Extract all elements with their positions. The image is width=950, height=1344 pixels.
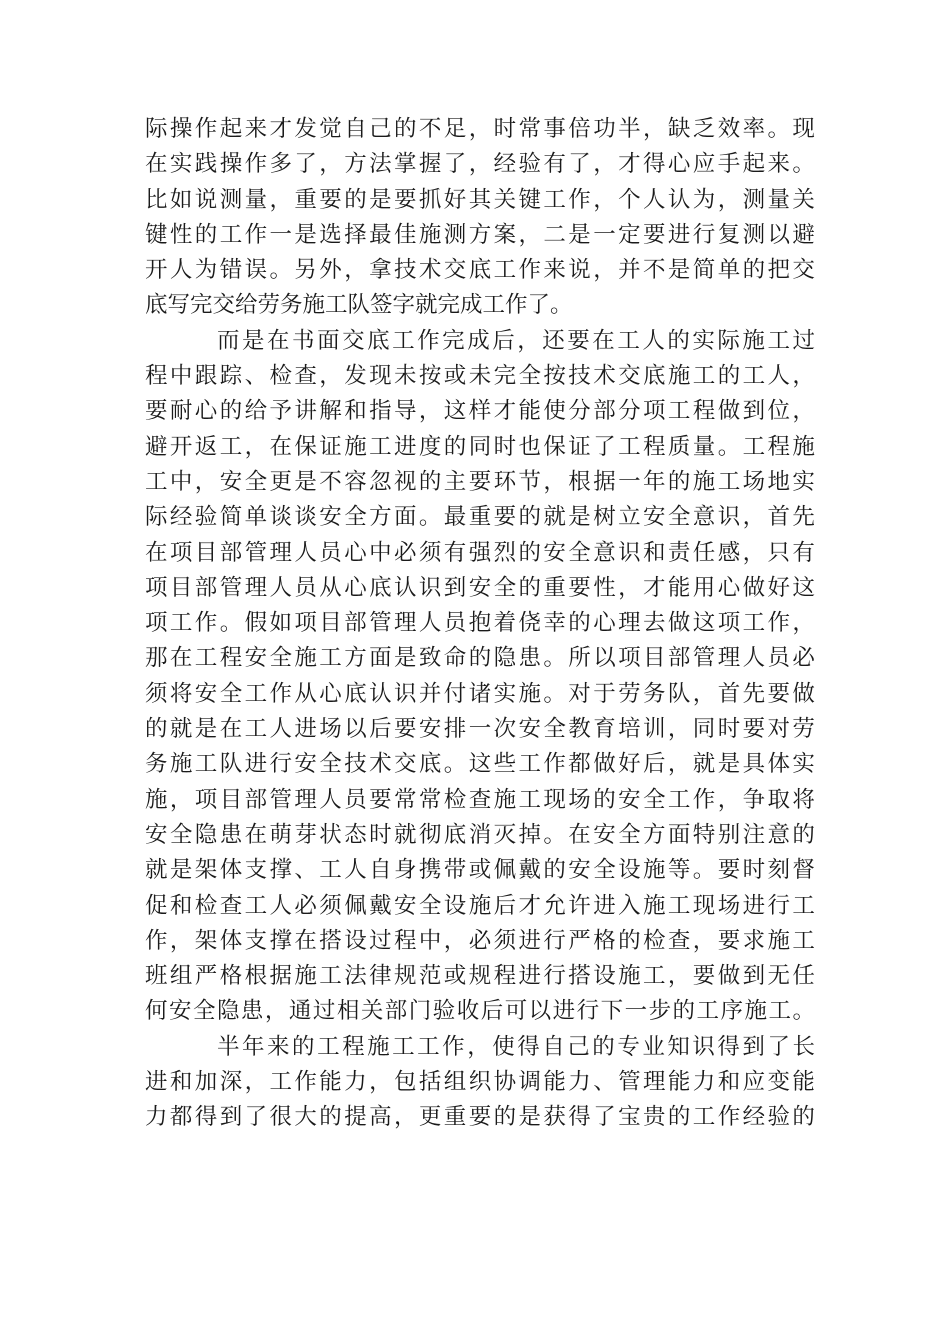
text-line: 作，架体支撑在搭设过程中，必须进行严格的检查，要求施工 xyxy=(145,927,818,954)
text-line: 避开返工，在保证施工进度的同时也保证了工程质量。工程施 xyxy=(145,433,818,460)
text-line: 那在工程安全施工方面是致命的隐患。所以项目部管理人员必 xyxy=(145,645,818,672)
text-line: 就是架体支撑、工人自身携带或佩戴的安全设施等。要时刻督 xyxy=(145,857,818,884)
text-line: 键性的工作一是选择最佳施测方案，二是一定要进行复测以避 xyxy=(145,221,818,248)
text-line: 务施工队进行安全技术交底。这些工作都做好后，就是具体实 xyxy=(145,751,818,778)
text-line: 班组严格根据施工法律规范或规程进行搭设施工，要做到无任 xyxy=(145,963,818,990)
text-line: 要耐心的给予讲解和指导，这样才能使分部分项工程做到位， xyxy=(145,398,818,425)
text-line: 在实践操作多了，方法掌握了，经验有了，才得心应手起来。 xyxy=(145,151,818,178)
text-line: 程中跟踪、检查，发现未按或未完全按技术交底施工的工人， xyxy=(145,363,818,390)
text-line: 进和加深，工作能力，包括组织协调能力、管理能力和应变能 xyxy=(145,1069,818,1096)
text-line: 际操作起来才发觉自己的不足，时常事倍功半，缺乏效率。现 xyxy=(145,116,818,142)
text-line: 际经验简单谈谈安全方面。最重要的就是树立安全意识，首先 xyxy=(145,504,818,531)
text-line: 安全隐患在萌芽状态时就彻底消灭掉。在安全方面特别注意的 xyxy=(145,821,818,848)
text-line: 力都得到了很大的提高，更重要的是获得了宝贵的工作经验的 xyxy=(145,1104,818,1131)
text-line: 的就是在工人进场以后要安排一次安全教育培训，同时要对劳 xyxy=(145,716,818,743)
text-line: 比如说测量，重要的是要抓好其关键工作，个人认为，测量关 xyxy=(145,186,818,213)
text-line: 项目部管理人员从心底认识到安全的重要性，才能用心做好这 xyxy=(145,574,818,601)
paragraph-start-line: 而是在书面交底工作完成后，还要在工人的实际施工过 xyxy=(217,327,818,354)
text-line: 开人为错误。另外，拿技术交底工作来说，并不是简单的把交 xyxy=(145,257,818,284)
text-line: 促和检查工人必须佩戴安全设施后才允许进入施工现场进行工 xyxy=(145,892,818,919)
text-line: 工中，安全更是不容忽视的主要环节，根据一年的施工场地实 xyxy=(145,468,818,495)
text-line: 施，项目部管理人员要常常检查施工现场的安全工作，争取将 xyxy=(145,786,818,813)
paragraph-start-line: 半年来的工程施工工作，使得自己的专业知识得到了长 xyxy=(217,1033,818,1060)
text-line: 底写完交给劳务施工队签字就完成工作了。 xyxy=(145,292,573,319)
body-text xyxy=(145,112,818,1136)
text-line: 在项目部管理人员心中必须有强烈的安全意识和责任感，只有 xyxy=(145,539,818,566)
text-line: 项工作。假如项目部管理人员抱着侥幸的心理去做这项工作， xyxy=(145,610,818,637)
text-line: 何安全隐患，通过相关部门验收后可以进行下一步的工序施工。 xyxy=(145,998,817,1025)
text-line: 须将安全工作从心底认识并付诸实施。对于劳务队，首先要做 xyxy=(145,680,818,707)
